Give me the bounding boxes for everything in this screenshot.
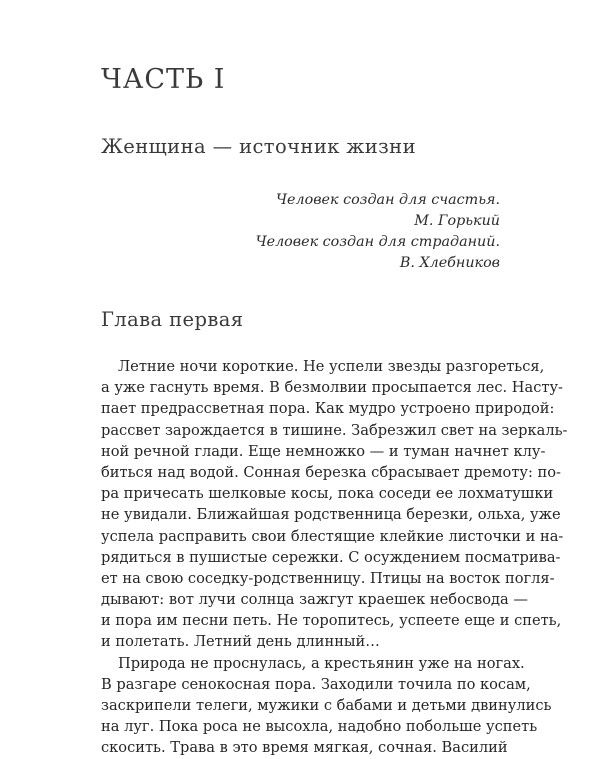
text-line: Летние ночи короткие. Не успели звезды разгореться, [118,358,545,375]
text-line: ра причесать шелковые косы, пока соседи ее лохматушки [101,485,554,503]
epigraph-quote: Человек создан для счастья. [275,192,500,208]
text-line: успела расправить свои блестящие клейкие листочки и на- [101,527,564,545]
epigraph [180,190,500,274]
text-line: биться над водой. Сонная березка сбрасывает дремоту: по- [101,463,561,481]
text-line: скосить. Трава в это время мягкая, сочная. Василий [101,739,508,757]
chapter-body-text [101,356,568,759]
text-line: на луг. Пока роса не высохла, надобно побольше успеть [101,718,538,736]
text-line: заскрипели телеги, мужики с бабами и детьми двинулись [101,697,552,714]
text-line: дывают: вот лучи солнца зажгут краешек небосвода — [101,591,528,609]
part-subtitle: Женщина — источник жизни [101,135,416,158]
epigraph-quote: Человек создан для страданий. [255,234,500,250]
text-line: рядиться в пушистые сережки. С осуждением посматрива- [101,548,561,566]
epigraph-author: М. Горький [414,213,500,229]
text-line: рассвет зарождается в тишине. Забрезжил свет на зеркаль- [101,421,568,439]
text-line: и полетать. Летний день длинный… [101,633,380,651]
text-line: пает предрассветная пора. Как мудро устроено природой: [101,400,555,418]
chapter-title: Глава первая [101,308,244,331]
text-line: В разгаре сенокосная пора. Заходили точила по косам, [101,675,531,693]
text-line: Природа не проснулась, а крестьянин уже на ногах. [118,654,525,672]
part-title: ЧАСТЬ I [101,64,226,95]
text-line: и пора им песни петь. Не торопитесь, успеете еще и спеть, [101,612,562,630]
text-line: не увидали. Ближайшая родственница березки, ольха, уже [101,506,561,524]
epigraph-author: В. Хлебников [399,255,500,271]
text-line: ной речной глади. Еще немножко — и туман начнет клу- [101,442,546,460]
text-line: а уже гаснуть время. В безмолвии просыпается лес. Насту- [101,379,563,397]
text-line: ет на свою соседку-родственницу. Птицы на восток погля- [101,569,555,587]
